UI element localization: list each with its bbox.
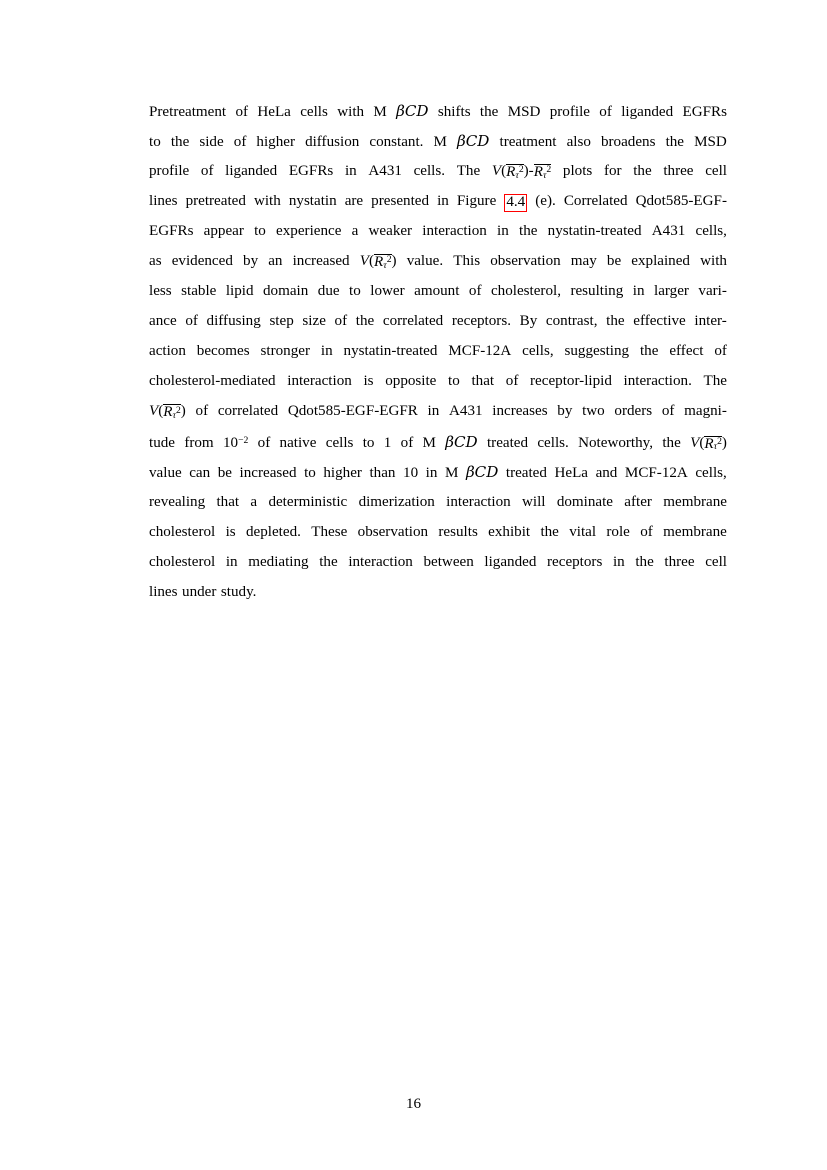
word: with: [337, 104, 365, 120]
word: experience: [276, 223, 342, 240]
math-tau-subscript: τ: [383, 259, 387, 271]
word: The: [703, 373, 727, 390]
word: treatment: [499, 134, 557, 151]
word: value: [149, 464, 182, 481]
word: step: [269, 313, 294, 330]
word: interaction: [348, 553, 413, 570]
body-paragraph: [149, 96, 727, 607]
word: M: [373, 104, 387, 120]
word: native: [279, 434, 317, 451]
word: broadens: [600, 134, 656, 151]
word: diffusing: [206, 313, 261, 330]
word: of: [640, 523, 653, 540]
word: higher: [256, 134, 295, 151]
word: dimerization: [358, 493, 435, 510]
word: M: [444, 464, 459, 481]
word: interaction: [446, 493, 511, 510]
word: in: [612, 553, 625, 570]
word: A431: [651, 223, 686, 240]
word: of: [185, 313, 198, 330]
word: side: [199, 134, 224, 151]
word: cells: [325, 434, 354, 451]
word: becomes: [196, 343, 250, 360]
word: two: [582, 403, 605, 420]
word: from: [184, 434, 214, 451]
text-line: [149, 577, 727, 607]
word: exhibit: [488, 523, 531, 540]
word: nystatin-treated: [343, 343, 438, 360]
word: domain: [263, 283, 309, 300]
math-squared: 2: [175, 404, 181, 416]
word: evidenced: [171, 253, 233, 270]
word: be: [606, 253, 622, 270]
word: three: [663, 163, 694, 180]
word: lines: [149, 193, 178, 210]
word: membrane: [663, 493, 727, 510]
word: Qdot585-EGF-EGFR: [287, 403, 418, 420]
word: observation: [490, 253, 561, 270]
word: inter-: [694, 313, 727, 330]
text-line: [149, 306, 727, 336]
word: A431: [368, 163, 402, 180]
word: MSD: [507, 104, 541, 120]
word: in: [497, 223, 509, 240]
word: of: [400, 434, 414, 451]
word: Correlated: [563, 193, 628, 210]
word: of: [195, 403, 209, 420]
word: an: [268, 253, 283, 270]
word: Noteworthy,: [578, 434, 654, 451]
word: EGFRs: [682, 104, 727, 120]
word: study.: [220, 583, 257, 600]
math-tau-subscript: τ: [172, 410, 176, 422]
word: size: [302, 313, 326, 330]
text-line: [149, 336, 727, 366]
word: effective: [633, 313, 686, 330]
word: the: [540, 523, 559, 540]
word: of: [505, 373, 519, 390]
math-tau-subscript: τ: [713, 441, 718, 453]
math-overline-group: [506, 164, 524, 180]
word: 10: [403, 464, 419, 481]
math-variance-expression: [492, 156, 551, 186]
word: with: [253, 193, 281, 210]
word: of: [233, 134, 247, 151]
beta-cd-symbol: βCD: [445, 432, 478, 451]
math-paren-close: ): [721, 434, 727, 451]
text-line: [149, 457, 727, 487]
math-tau-subscript: τ: [542, 169, 547, 181]
word: These: [311, 523, 348, 540]
word: a: [250, 493, 258, 510]
word: correlated: [217, 403, 279, 420]
beta-cd-symbol: βCD: [465, 462, 499, 481]
word: HeLa: [257, 104, 291, 120]
word: increases: [492, 403, 548, 420]
word: diffusion: [305, 134, 360, 151]
word: MCF-12A: [624, 464, 688, 481]
word: the: [519, 223, 538, 240]
math-R: R: [163, 404, 173, 421]
word: the: [633, 163, 652, 180]
word: lipid: [225, 283, 254, 300]
word: HeLa: [554, 464, 589, 481]
word: Pretreatment: [149, 104, 227, 120]
word: cell: [705, 163, 727, 180]
word: correlated: [382, 313, 444, 330]
word: the: [639, 343, 659, 360]
word: interaction.: [623, 373, 692, 390]
word: that: [471, 373, 495, 390]
word: are: [344, 193, 364, 210]
word: cholesterol,: [490, 283, 561, 300]
word: effect: [669, 343, 704, 360]
word: in: [344, 163, 357, 180]
word: cholesterol-mediated: [149, 373, 276, 390]
word: orders: [614, 403, 653, 420]
word: stronger: [260, 343, 310, 360]
math-paren-close: ): [180, 403, 186, 420]
word: nystatin-treated: [547, 223, 642, 240]
word: amount: [414, 283, 460, 300]
word: to: [349, 283, 361, 300]
word: contrast,: [545, 313, 598, 330]
text-line: [149, 216, 727, 246]
word: cells,: [695, 464, 727, 481]
word: and: [595, 464, 618, 481]
word: higher: [323, 464, 362, 481]
word: ance: [149, 313, 177, 330]
word: the: [662, 434, 681, 451]
word: three: [664, 553, 695, 570]
text-line: [149, 366, 727, 396]
text-line: [149, 487, 727, 517]
word: receptors: [547, 553, 603, 570]
word: to: [362, 434, 375, 451]
math-overline-group: [534, 164, 552, 180]
word: the: [606, 313, 625, 330]
math-V: V: [359, 253, 369, 270]
word: interaction: [287, 373, 352, 390]
word: dominate: [556, 493, 613, 510]
word: explained: [631, 253, 690, 270]
math-variance-expression: [360, 246, 397, 276]
word: in: [225, 553, 238, 570]
word: magni-: [684, 403, 727, 420]
text-line: [149, 517, 727, 547]
math-exponent-minus-two: −2: [238, 434, 249, 446]
math-R: R: [533, 164, 543, 181]
word: of: [714, 343, 727, 360]
word: in: [427, 403, 440, 420]
figure-cross-reference-link[interactable]: 4.4: [504, 194, 527, 212]
word: to: [304, 464, 316, 481]
word: as: [149, 253, 162, 270]
word: cells: [300, 104, 328, 120]
word: MSD: [694, 134, 727, 151]
word: deterministic: [268, 493, 348, 510]
text-line: [149, 186, 727, 216]
math-squared: 2: [518, 164, 524, 176]
math-paren-open: (: [699, 434, 705, 451]
math-overline-group: [704, 436, 722, 452]
word: M: [422, 434, 436, 451]
word: than: [369, 464, 396, 481]
beta-cd-symbol: βCD: [457, 132, 490, 151]
word: cell: [705, 553, 727, 570]
word: in: [425, 464, 438, 481]
word: increased: [239, 464, 297, 481]
text-line: [149, 547, 727, 577]
word: mediating: [248, 553, 309, 570]
word: with: [700, 253, 727, 270]
math-paren-open: (: [368, 253, 374, 270]
word: interaction: [422, 223, 487, 240]
word: larger: [654, 283, 689, 300]
word: due: [317, 283, 340, 300]
word: results: [438, 523, 478, 540]
word: in: [320, 343, 333, 360]
page-number: 16: [405, 1096, 422, 1112]
word: the: [319, 553, 338, 570]
word: be: [217, 464, 232, 481]
math-V: V: [491, 163, 502, 180]
word: treated: [505, 464, 547, 481]
word: a: [351, 223, 359, 240]
word: cholesterol: [149, 553, 216, 570]
word: lower: [370, 283, 405, 300]
word: Figure: [456, 193, 497, 210]
word: cells.: [537, 434, 569, 451]
text-line: [149, 156, 727, 186]
word: value.: [406, 253, 444, 270]
word: under: [182, 583, 217, 600]
word: MCF-12A: [448, 343, 512, 360]
word: opposite: [385, 373, 437, 390]
word: tude: [149, 434, 175, 451]
math-squared: 2: [717, 435, 722, 447]
word: to: [448, 373, 460, 390]
word: 1: [383, 434, 392, 451]
word: nystatin: [288, 193, 337, 210]
word: liganded: [484, 553, 537, 570]
math-overline-group: [374, 254, 392, 270]
word: the: [635, 553, 654, 570]
math-variance-expression: [149, 396, 186, 426]
math-power-expression: [223, 428, 248, 458]
word: weaker: [368, 223, 413, 240]
math-minus: -: [528, 163, 534, 180]
word: in: [437, 193, 449, 210]
word: suggesting: [564, 343, 630, 360]
math-tau-subscript: τ: [515, 169, 519, 181]
math-squared: 2: [546, 164, 552, 176]
word: This: [453, 253, 481, 270]
word: Qdot585-EGF-: [635, 193, 727, 210]
word: receptors.: [451, 313, 511, 330]
word: is: [225, 523, 236, 540]
word: membrane: [663, 523, 727, 540]
text-line: [149, 276, 727, 306]
word: cells.: [413, 163, 446, 180]
word: EGFRs: [288, 163, 334, 180]
text-line: [149, 96, 727, 126]
word: vital: [569, 523, 597, 540]
math-paren-open: (: [158, 403, 164, 420]
word: may: [570, 253, 597, 270]
word: of: [599, 104, 612, 120]
word: cells,: [522, 343, 554, 360]
word: lines: [149, 583, 178, 600]
word: for: [603, 163, 622, 180]
word: pretreated: [185, 193, 246, 210]
math-paren-open: (: [501, 163, 507, 180]
word: of: [334, 313, 348, 330]
word: increased: [292, 253, 350, 270]
math-overline-group: [163, 404, 181, 420]
word: between: [423, 553, 474, 570]
word: by: [557, 403, 573, 420]
word: cholesterol: [149, 523, 216, 540]
math-R: R: [704, 435, 714, 452]
word: A431: [449, 403, 483, 420]
word: of: [200, 163, 214, 180]
word: constant.: [369, 134, 424, 151]
word: is: [363, 373, 374, 390]
word: shifts: [437, 104, 471, 120]
word: will: [522, 493, 546, 510]
word: vari-: [698, 283, 727, 300]
math-V: V: [690, 434, 700, 451]
word: profile: [149, 163, 190, 180]
text-line: [149, 246, 727, 276]
math-paren-close: ): [523, 163, 529, 180]
word: resulting: [570, 283, 624, 300]
math-R: R: [374, 254, 384, 271]
word: The: [456, 163, 481, 180]
word: cells,: [695, 223, 727, 240]
word: EGFRs: [149, 223, 194, 240]
word: the: [355, 313, 375, 330]
math-squared: 2: [386, 254, 392, 266]
text-line: [149, 427, 727, 457]
word: to: [254, 223, 266, 240]
word: the: [479, 104, 499, 120]
word: (e).: [535, 193, 556, 210]
word: M: [433, 134, 447, 151]
math-R: R: [506, 164, 516, 181]
word: revealing: [149, 493, 206, 510]
word: less: [149, 283, 172, 300]
word: of: [661, 403, 675, 420]
word: of: [468, 283, 482, 300]
word: in: [632, 283, 645, 300]
word: the: [665, 134, 685, 151]
math-variance-expression: [690, 428, 727, 458]
word: liganded: [225, 163, 278, 180]
word: role: [606, 523, 630, 540]
word: that: [216, 493, 240, 510]
math-paren-close: ): [391, 253, 397, 270]
word: also: [566, 134, 591, 151]
math-V: V: [149, 403, 159, 420]
word: stable: [181, 283, 217, 300]
word: By: [519, 313, 538, 330]
word: observation: [357, 523, 429, 540]
word: action: [149, 343, 186, 360]
beta-cd-symbol: βCD: [396, 102, 429, 120]
math-base-ten: 10: [222, 434, 239, 451]
word: liganded: [621, 104, 674, 120]
word: of: [235, 104, 249, 120]
word: appear: [203, 223, 244, 240]
word: receptor-lipid: [530, 373, 612, 390]
word: profile: [549, 104, 590, 120]
word: by: [243, 253, 259, 270]
word: presented: [371, 193, 430, 210]
word: treated: [486, 434, 529, 451]
word: of: [257, 434, 271, 451]
text-line: [149, 396, 727, 426]
text-line: [149, 126, 727, 156]
word: can: [189, 464, 211, 481]
word: to: [149, 134, 161, 151]
word: after: [624, 493, 652, 510]
word: plots: [562, 163, 593, 180]
word: depleted.: [246, 523, 301, 540]
word: the: [170, 134, 190, 151]
